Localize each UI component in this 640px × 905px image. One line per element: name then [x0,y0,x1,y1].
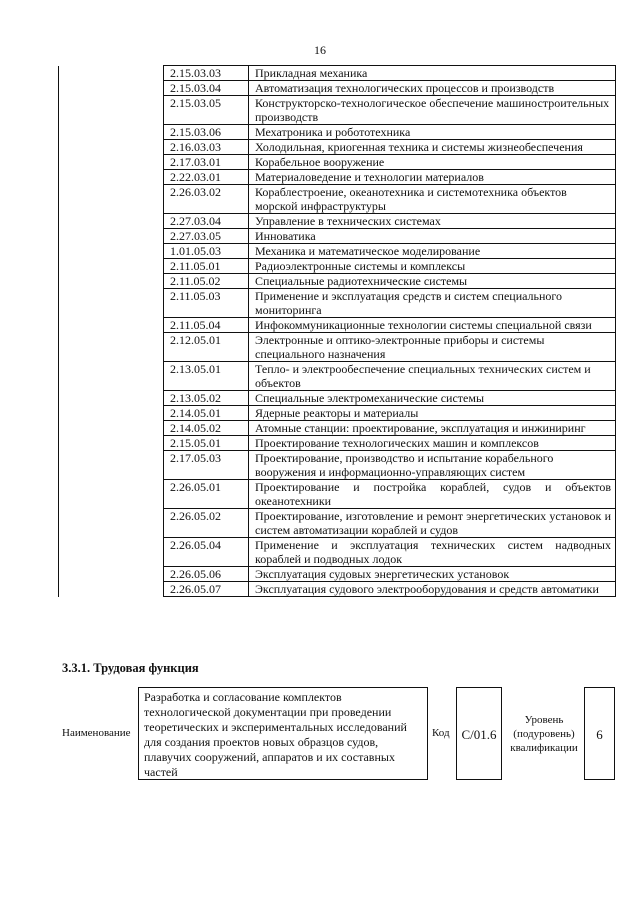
section-title: 3.3.1. Трудовая функция [62,661,199,675]
name-cell: Управление в технических системах [249,214,616,229]
name-cell: Кораблестроение, океанотехника и системотехника объектов морской инфраструктуры [249,185,616,214]
code-cell: 2.27.03.05 [164,229,249,244]
function-name-box: Разработка и согласование комплектов технологической документации при проведении теоретических и экспериментальных исследований для создания проектов новых образцов судов, плавучих сооружений, аппаратов и их составных частей [138,687,428,780]
name-cell: Проектирование, изготовление и ремонт энергетических установок и систем автоматизации кораблей и судов [249,509,616,538]
code-cell: 2.16.03.03 [164,140,249,155]
education-codes-table [58,65,616,597]
name-cell: Прикладная механика [249,66,616,81]
code-cell: 2.15.05.01 [164,436,249,451]
qualification-level-label: Уровень (подуровень) квалификации [510,714,578,754]
code-cell: 2.15.03.03 [164,66,249,81]
name-cell: Проектирование, производство и испытание корабельного вооружения и информационно-управляющих систем [249,451,616,480]
name-cell: Радиоэлектронные системы и комплексы [249,259,616,274]
name-cell: Эксплуатация судового электрооборудования и средств автоматики [249,582,616,597]
code-cell: 2.26.05.04 [164,538,249,567]
code-cell: 2.11.05.02 [164,274,249,289]
name-cell: Электронные и оптико-электронные приборы и системы специального назначения [249,333,616,362]
group-cell [59,66,164,597]
name-cell: Механика и математическое моделирование [249,244,616,259]
qualification-level-box: 6 [584,687,615,780]
name-cell: Инфокоммуникационные технологии системы специальной связи [249,318,616,333]
name-cell: Проектирование технологических машин и комплексов [249,436,616,451]
code-cell: 2.13.05.01 [164,362,249,391]
code-cell: 2.15.03.04 [164,81,249,96]
name-cell: Ядерные реакторы и материалы [249,406,616,421]
code-cell: 2.11.05.04 [164,318,249,333]
name-cell: Эксплуатация судовых энергетических установок [249,567,616,582]
name-cell: Корабельное вооружение [249,155,616,170]
code-cell: 2.14.05.01 [164,406,249,421]
code-cell: 2.14.05.02 [164,421,249,436]
labor-function-block [58,687,618,782]
code-cell: 2.27.03.04 [164,214,249,229]
code-cell: 2.17.03.01 [164,155,249,170]
code-cell: 2.26.05.06 [164,567,249,582]
name-cell: Материаловедение и технологии материалов [249,170,616,185]
name-cell: Холодильная, криогенная техника и системы жизнеобеспечения [249,140,616,155]
name-cell: Мехатроника и робототехника [249,125,616,140]
page-number: 16 [314,43,326,57]
code-cell: 2.26.05.01 [164,480,249,509]
name-cell: Тепло- и электрообеспечение специальных технических систем и объектов [249,362,616,391]
code-cell: 2.15.03.05 [164,96,249,125]
code-cell: 2.26.05.02 [164,509,249,538]
name-cell: Проектирование и постройка кораблей, судов и объектов океанотехники [249,480,616,509]
code-cell: 2.11.05.01 [164,259,249,274]
code-cell: 1.01.05.03 [164,244,249,259]
code-cell: 2.26.03.02 [164,185,249,214]
name-cell: Применение и эксплуатация технических систем надводных кораблей и подводных лодок [249,538,616,567]
name-cell: Инноватика [249,229,616,244]
code-cell: 2.13.05.02 [164,391,249,406]
name-cell: Конструкторско-технологическое обеспечение машиностроительных производств [249,96,616,125]
code-cell: 2.17.05.03 [164,451,249,480]
code-cell: 2.22.03.01 [164,170,249,185]
code-cell: 2.11.05.03 [164,289,249,318]
table-row [59,66,616,81]
code-cell: 2.12.05.01 [164,333,249,362]
name-label: Наименование [62,727,131,739]
name-cell: Автоматизация технологических процессов и производств [249,81,616,96]
name-cell: Специальные электромеханические системы [249,391,616,406]
name-cell: Атомные станции: проектирование, эксплуатация и инжиниринг [249,421,616,436]
name-cell: Применение и эксплуатация средств и систем специального мониторинга [249,289,616,318]
name-cell: Специальные радиотехнические системы [249,274,616,289]
code-cell: 2.26.05.07 [164,582,249,597]
code-label: Код [432,727,450,739]
code-cell: 2.15.03.06 [164,125,249,140]
function-code-box: C/01.6 [456,687,502,780]
